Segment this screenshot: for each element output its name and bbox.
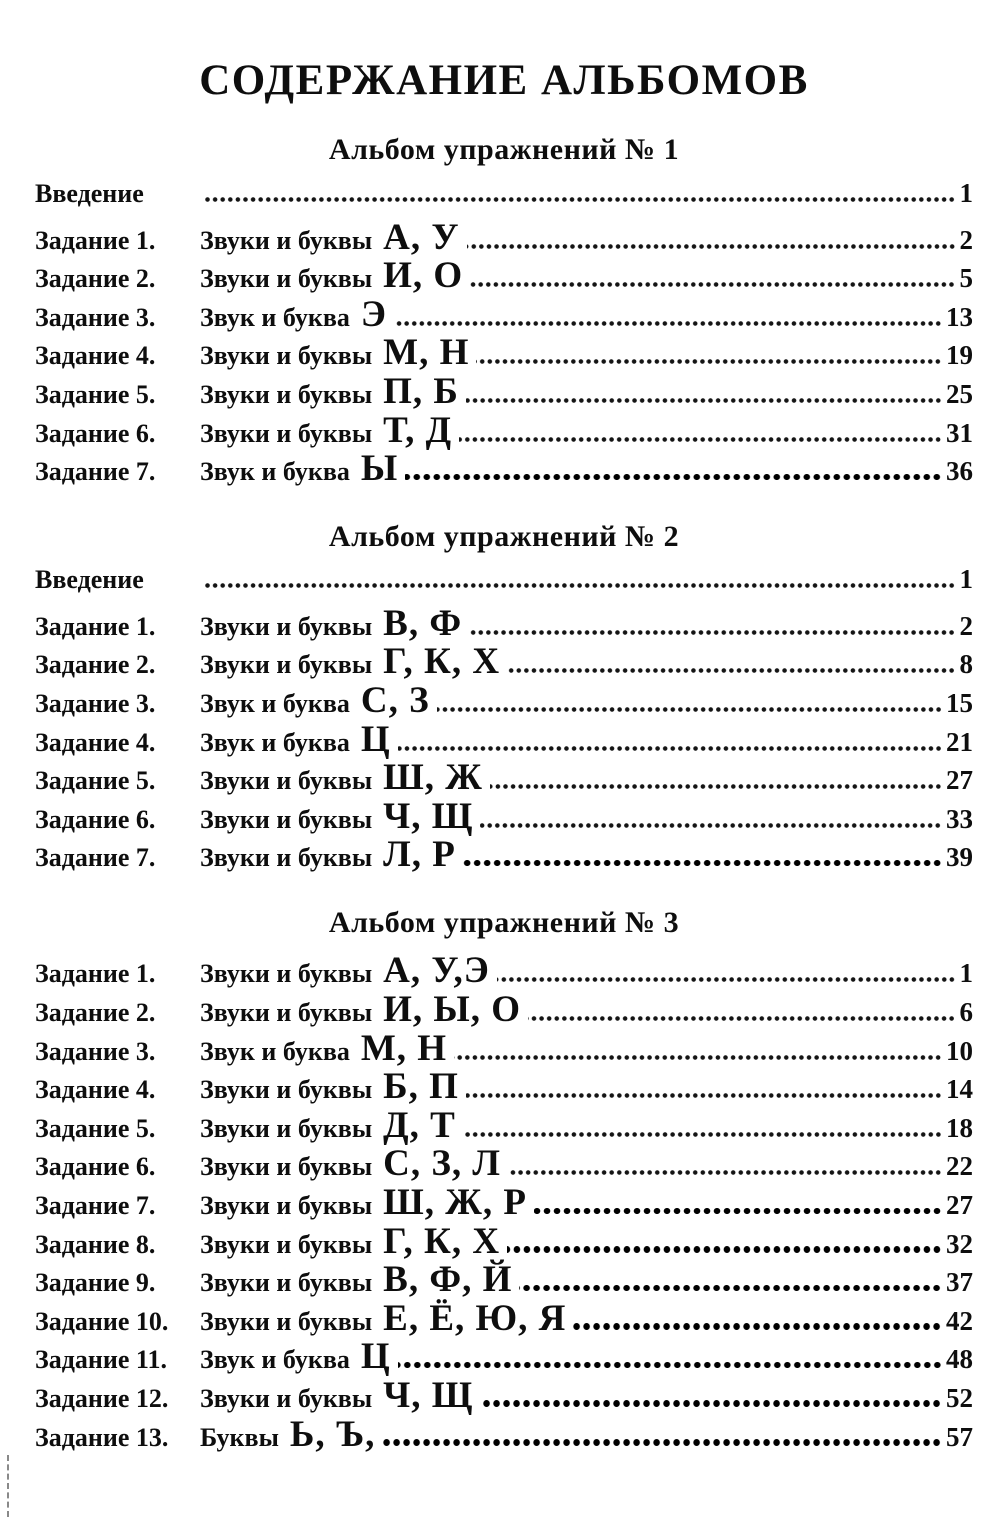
dot-leader bbox=[573, 1323, 942, 1330]
row-description bbox=[200, 448, 402, 490]
toc-row bbox=[35, 836, 973, 875]
page-number: 21 bbox=[946, 726, 973, 757]
page-number: 42 bbox=[946, 1305, 973, 1336]
row-prefix: Звуки и буквы bbox=[200, 1152, 373, 1182]
page-number: 1 bbox=[959, 177, 973, 208]
row-label: Задание 3. bbox=[35, 1036, 156, 1066]
row-prefix: Звуки и буквы bbox=[200, 1306, 373, 1336]
toc-row bbox=[35, 991, 973, 1030]
row-letters: С, З, Л bbox=[383, 1143, 501, 1185]
row-prefix: Звук и буква bbox=[200, 302, 350, 332]
section-heading: Альбом упражнений № 2 bbox=[328, 519, 680, 553]
dot-leader bbox=[519, 1285, 942, 1292]
page-number: 1 bbox=[959, 564, 973, 595]
row-label: Введение bbox=[35, 178, 144, 208]
row-label: Задание 5. bbox=[35, 1113, 156, 1143]
row-prefix: Звуки и буквы bbox=[200, 1191, 373, 1220]
row-prefix: Звуки и буквы bbox=[200, 1383, 373, 1413]
toc-row bbox=[35, 566, 973, 605]
dot-leader bbox=[398, 746, 942, 751]
dot-leader bbox=[394, 321, 942, 326]
dot-leader bbox=[437, 707, 942, 712]
page-number: 18 bbox=[946, 1112, 973, 1143]
toc-row bbox=[35, 1338, 973, 1377]
section-heading: Альбом упражнений № 3 bbox=[328, 905, 680, 939]
toc-row bbox=[35, 795, 973, 837]
row-label: Задание 10. bbox=[35, 1306, 169, 1336]
page-number: 19 bbox=[946, 340, 973, 371]
row-letters: С, З bbox=[360, 679, 430, 721]
toc-row bbox=[35, 1184, 973, 1223]
row-label: Задание 6. bbox=[35, 1152, 156, 1182]
row-label: Задание 13. bbox=[35, 1422, 169, 1452]
row-letters: Д, Т bbox=[383, 1104, 456, 1146]
page-number: 6 bbox=[959, 997, 973, 1028]
page-number: 13 bbox=[946, 301, 973, 332]
album-section-1 bbox=[35, 133, 973, 488]
row-letters: Г, К, Х bbox=[383, 1220, 501, 1262]
row-letters: В, Ф, Й bbox=[383, 1259, 513, 1301]
page-number: 32 bbox=[946, 1228, 973, 1259]
page-number: 10 bbox=[946, 1035, 973, 1066]
row-description bbox=[200, 255, 467, 297]
dot-leader bbox=[480, 823, 942, 828]
row-description bbox=[200, 1184, 531, 1221]
row-description bbox=[200, 216, 464, 258]
row-description bbox=[200, 795, 477, 837]
toc-row bbox=[35, 1027, 973, 1069]
toc-row bbox=[35, 293, 973, 335]
row-prefix: Звуки и буквы bbox=[200, 843, 373, 873]
row-letters: В, Ф bbox=[383, 602, 463, 644]
row-label: Задание 5. bbox=[35, 379, 156, 409]
row-letters: Ц bbox=[360, 1336, 391, 1378]
row-label: Задание 9. bbox=[35, 1268, 156, 1298]
row-prefix: Звуки и буквы bbox=[200, 1075, 373, 1105]
page-number: 39 bbox=[946, 842, 973, 873]
row-letters: Т, Д bbox=[383, 409, 453, 451]
row-description bbox=[200, 409, 456, 451]
dot-leader bbox=[463, 1132, 942, 1137]
row-prefix: Звуки и буквы bbox=[200, 264, 373, 294]
row-label: Задание 3. bbox=[35, 302, 156, 332]
album-section-3 bbox=[35, 906, 973, 1454]
toc-row bbox=[35, 643, 973, 682]
row-prefix: Звуки и буквы bbox=[200, 225, 373, 255]
row-label: Задание 4. bbox=[35, 1075, 156, 1105]
row-label: Задание 7. bbox=[35, 1191, 156, 1220]
row-label: Задание 11. bbox=[35, 1345, 167, 1375]
row-label: Введение bbox=[35, 565, 144, 595]
row-letters: М, Н bbox=[383, 332, 470, 374]
dot-leader bbox=[203, 583, 956, 588]
toc-row bbox=[35, 952, 973, 991]
row-letters: Ц bbox=[360, 718, 391, 760]
page-number: 14 bbox=[946, 1074, 973, 1105]
dot-leader bbox=[405, 474, 942, 481]
row-letters: Ш, Ж, Р bbox=[383, 1182, 527, 1223]
dot-leader bbox=[497, 977, 956, 982]
dot-leader bbox=[528, 1016, 955, 1021]
page-number: 57 bbox=[946, 1421, 973, 1452]
dot-leader bbox=[203, 197, 956, 202]
row-letters: М, Н bbox=[360, 1027, 448, 1069]
row-label: Задание 1. bbox=[35, 225, 156, 255]
album-section-2 bbox=[35, 520, 973, 875]
page-number: 33 bbox=[946, 803, 973, 834]
row-prefix: Звуки и буквы bbox=[200, 650, 373, 680]
page-number: 25 bbox=[946, 378, 973, 409]
row-prefix: Звуки и буквы bbox=[200, 1268, 373, 1298]
row-prefix: Звук и буква bbox=[200, 457, 350, 487]
row-label: Задание 5. bbox=[35, 766, 156, 796]
toc-row bbox=[35, 450, 973, 489]
section-rows bbox=[35, 566, 973, 875]
page-title: СОДЕРЖАНИЕ АЛЬБОМОВ bbox=[199, 57, 809, 104]
row-prefix: Звуки и буквы bbox=[200, 804, 373, 834]
page-number: 48 bbox=[946, 1344, 973, 1375]
row-letters: И, О bbox=[383, 255, 464, 297]
dot-leader bbox=[490, 784, 942, 789]
row-label: Задание 6. bbox=[35, 418, 156, 448]
row-description bbox=[200, 1259, 516, 1301]
sections-container bbox=[35, 133, 973, 1454]
row-description bbox=[200, 370, 463, 412]
row-label: Задание 2. bbox=[35, 998, 156, 1028]
page-number: 8 bbox=[959, 649, 973, 680]
toc-row bbox=[35, 257, 973, 296]
row-letters: Б, П bbox=[383, 1066, 459, 1108]
row-label: Задание 12. bbox=[35, 1383, 169, 1413]
page-number: 37 bbox=[946, 1267, 973, 1298]
row-letters: А, У bbox=[383, 216, 460, 258]
toc-row bbox=[35, 718, 973, 760]
dot-leader bbox=[454, 1055, 942, 1060]
page-number: 5 bbox=[959, 263, 973, 294]
toc-row bbox=[35, 177, 973, 219]
toc-row bbox=[35, 602, 973, 644]
row-letters: Э bbox=[360, 293, 387, 335]
row-description bbox=[200, 757, 487, 799]
dot-leader bbox=[480, 1400, 942, 1407]
page-number: 52 bbox=[946, 1382, 973, 1413]
row-description bbox=[200, 950, 494, 992]
row-label: Задание 7. bbox=[35, 843, 156, 873]
section-rows bbox=[35, 177, 973, 490]
row-description bbox=[200, 1104, 460, 1146]
page-number: 31 bbox=[946, 417, 973, 448]
row-letters: Г, К, Х bbox=[383, 641, 501, 683]
row-letters: Ы bbox=[360, 448, 399, 490]
toc-row bbox=[35, 1413, 973, 1455]
row-prefix: Буквы bbox=[200, 1422, 279, 1452]
row-description bbox=[200, 1143, 505, 1185]
toc-row bbox=[35, 370, 973, 412]
row-letters: И, Ы, О bbox=[383, 989, 522, 1031]
row-prefix: Звук и буква bbox=[200, 1036, 350, 1066]
row-label: Задание 8. bbox=[35, 1229, 156, 1259]
row-prefix: Звуки и буквы bbox=[200, 959, 373, 989]
row-description bbox=[200, 1413, 379, 1455]
row-prefix: Звуки и буквы bbox=[200, 379, 373, 409]
row-description bbox=[200, 602, 466, 644]
toc-row bbox=[35, 759, 973, 798]
row-label: Задание 6. bbox=[35, 804, 156, 834]
toc-row bbox=[35, 1374, 973, 1416]
dot-leader bbox=[470, 282, 955, 287]
row-prefix: Звук и буква bbox=[200, 688, 350, 718]
page-number: 27 bbox=[946, 1190, 973, 1220]
page-number: 15 bbox=[946, 687, 973, 718]
row-description bbox=[200, 1027, 451, 1069]
row-letters: П, Б bbox=[383, 370, 459, 412]
page-number: 2 bbox=[959, 610, 973, 641]
row-label: Задание 1. bbox=[35, 959, 156, 989]
toc-row bbox=[35, 1297, 973, 1339]
dot-leader bbox=[508, 1170, 942, 1175]
row-label: Задание 2. bbox=[35, 650, 156, 680]
dot-leader bbox=[398, 1362, 942, 1369]
row-letters: Е, Ё, Ю, Я bbox=[383, 1297, 567, 1339]
row-description bbox=[200, 834, 460, 876]
row-letters: Ч, Щ bbox=[383, 795, 474, 837]
dot-leader bbox=[466, 398, 942, 403]
row-prefix: Звуки и буквы bbox=[200, 1113, 373, 1143]
toc-row bbox=[35, 1068, 973, 1107]
row-prefix: Звуки и буквы bbox=[200, 766, 373, 796]
toc-row bbox=[35, 409, 973, 451]
row-letters: Л, Р bbox=[383, 834, 456, 876]
dot-leader bbox=[507, 668, 955, 673]
row-description bbox=[200, 718, 395, 760]
toc-row bbox=[35, 1220, 973, 1262]
dot-leader bbox=[476, 359, 942, 364]
row-label: Задание 3. bbox=[35, 688, 156, 718]
dot-leader bbox=[467, 244, 956, 249]
row-letters: Ь, Ъ, bbox=[289, 1413, 376, 1455]
page-number: 1 bbox=[959, 958, 973, 989]
dot-leader bbox=[469, 630, 955, 635]
toc-row bbox=[35, 1104, 973, 1146]
toc-row bbox=[35, 334, 973, 373]
row-letters: А, У,Э bbox=[383, 950, 490, 992]
row-label: Задание 2. bbox=[35, 264, 156, 294]
page-number: 27 bbox=[946, 765, 973, 796]
toc-row bbox=[35, 1145, 973, 1184]
dot-leader bbox=[459, 437, 942, 442]
row-description bbox=[200, 1336, 395, 1378]
row-label: Задание 7. bbox=[35, 457, 156, 487]
page-number: 36 bbox=[946, 456, 973, 487]
row-label: Задание 4. bbox=[35, 341, 156, 371]
row-prefix: Звуки и буквы bbox=[200, 1229, 373, 1259]
row-prefix: Звуки и буквы bbox=[200, 341, 373, 371]
scan-edge-artifact bbox=[7, 1455, 9, 1517]
row-prefix: Звук и буква bbox=[200, 1345, 350, 1375]
row-prefix: Звуки и буквы bbox=[200, 418, 373, 448]
toc-row bbox=[35, 1261, 973, 1300]
row-description bbox=[200, 1297, 570, 1339]
section-rows bbox=[35, 952, 973, 1454]
row-letters: Ч, Щ bbox=[383, 1374, 474, 1416]
row-description bbox=[200, 293, 391, 335]
row-letters: Ш, Ж bbox=[383, 757, 483, 799]
row-prefix: Звуки и буквы bbox=[200, 998, 373, 1028]
row-description bbox=[200, 1374, 477, 1416]
row-description bbox=[200, 989, 525, 1031]
page-number: 2 bbox=[959, 224, 973, 255]
page-number: 22 bbox=[946, 1151, 973, 1182]
dot-leader bbox=[463, 860, 942, 867]
dot-leader bbox=[534, 1208, 942, 1215]
row-description bbox=[200, 1220, 504, 1262]
row-description bbox=[200, 641, 504, 683]
dot-leader bbox=[382, 1439, 942, 1446]
row-description bbox=[200, 332, 473, 374]
row-prefix: Звуки и буквы bbox=[200, 611, 373, 641]
toc-row bbox=[35, 216, 973, 258]
toc-row bbox=[35, 679, 973, 721]
row-label: Задание 1. bbox=[35, 611, 156, 641]
dot-leader bbox=[466, 1093, 942, 1098]
dot-leader bbox=[507, 1246, 942, 1253]
section-heading: Альбом упражнений № 1 bbox=[328, 133, 680, 167]
row-label: Задание 4. bbox=[35, 727, 156, 757]
row-description bbox=[200, 679, 434, 721]
row-description bbox=[200, 1066, 463, 1108]
row-prefix: Звук и буква bbox=[200, 727, 350, 757]
